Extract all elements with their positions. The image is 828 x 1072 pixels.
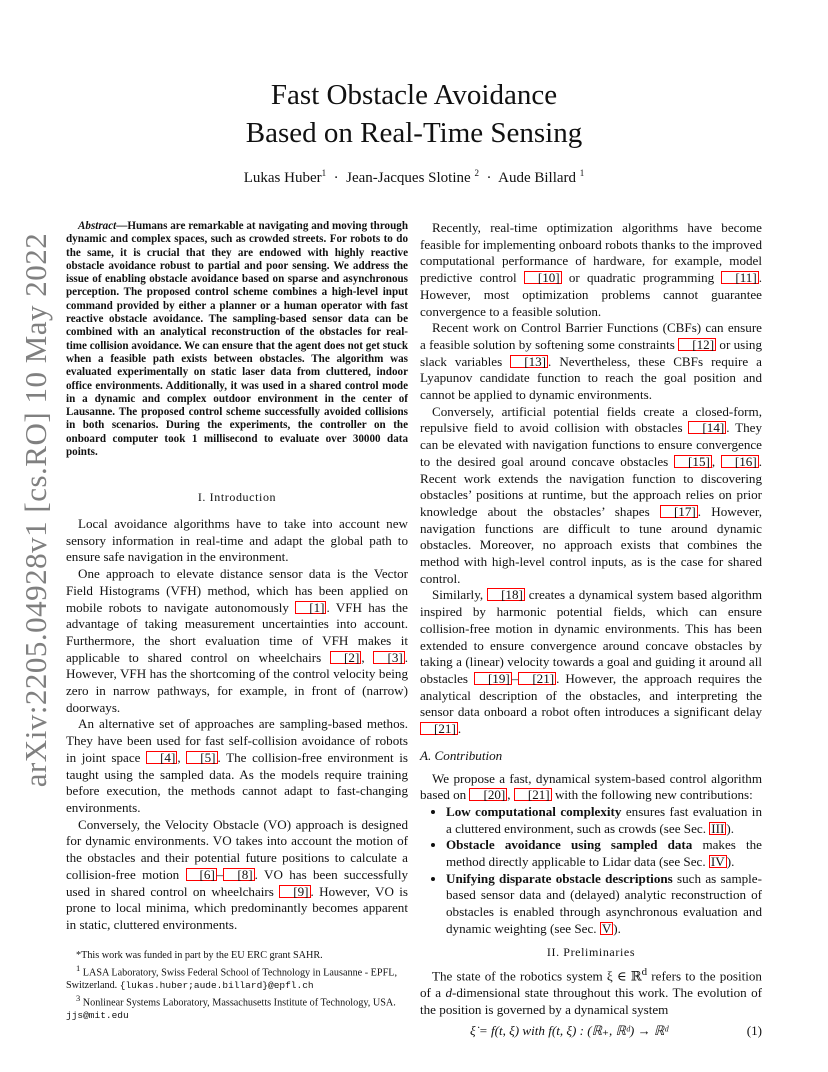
- paragraph: [420, 220, 762, 320]
- bullet-title: Unifying disparate obstacle descriptions: [446, 870, 673, 886]
- list-item: [446, 837, 762, 870]
- text: makes the method directly applicable to Lidar data (see Sec.: [446, 837, 762, 870]
- paragraph: [420, 587, 762, 737]
- footnote-affiliation-3: [66, 992, 408, 1022]
- abstract: [66, 220, 408, 459]
- author-affiliation: 1: [579, 168, 585, 178]
- list-item: [446, 804, 762, 837]
- author-name: Jean-Jacques Slotine: [346, 170, 471, 186]
- text: ,: [507, 787, 514, 803]
- citation-link[interactable]: [8]: [223, 868, 254, 881]
- email-link[interactable]: jjs@mit.edu: [66, 1009, 129, 1021]
- section-heading-introduction: I. Introduction: [197, 490, 277, 505]
- section-link[interactable]: V: [601, 920, 612, 936]
- footnote-marker: 1: [76, 963, 81, 974]
- paragraph: [420, 404, 762, 588]
- equation-number: (1): [746, 1022, 762, 1038]
- citation-link[interactable]: [4]: [146, 751, 177, 764]
- paragraph: [420, 320, 762, 404]
- text: An alternative set of approaches are sampling-based methos. They have been used for fast self-collision avoidance of robots in joint space: [66, 716, 408, 765]
- text: . However, VO is prone to local minima, which predominantly becomes apparent in static, cluttered environments.: [66, 883, 408, 932]
- citation-link[interactable]: [18]: [487, 588, 525, 601]
- title-line-2: Based on Real-Time Sensing: [245, 117, 583, 149]
- equation: [420, 1023, 762, 1040]
- text: ensures fast evaluation in a cluttered environment, such as crowds (see Sec.: [446, 803, 762, 836]
- citation-link[interactable]: [6]: [186, 868, 217, 881]
- paper-title: [0, 76, 828, 152]
- abstract-label: Abstract: [78, 220, 117, 232]
- text: Recent work on Control Barrier Functions (CBFs) can ensure a feasible solution by softening some constraints: [420, 320, 762, 352]
- list-item: [446, 871, 762, 938]
- text: or using slack variables: [420, 336, 763, 369]
- text: LASA Laboratory, Swiss Federal School of Technology in Lausanne - EPFL, Switzerland.: [66, 967, 398, 991]
- text: ,: [177, 749, 187, 765]
- citation-link[interactable]: [19]: [474, 672, 512, 685]
- text: -dimensional state throughout this work. The evolution of the position is governed by a dynamical system: [420, 985, 762, 1017]
- footnote-funding: *This work was funded in part by the EU ERC grant SAHR.: [76, 950, 323, 961]
- citation-link[interactable]: [17]: [660, 505, 698, 518]
- footnote-marker: 3: [76, 993, 81, 1003]
- citation-link[interactable]: [3]: [373, 651, 404, 664]
- text: refers to the position of a: [420, 968, 762, 1001]
- section-link[interactable]: III: [711, 820, 725, 836]
- text: The state of the robotics system ξ ∈ ℝ: [432, 968, 642, 984]
- citation-link[interactable]: [2]: [330, 651, 361, 664]
- paragraph: [420, 964, 762, 1018]
- text: One approach to elevate distance sensor data is the Vector Field Histograms (VFH) method, which has been applied on mobile robots to navigate autonomously: [66, 566, 408, 615]
- text: . Recent work extends the navigation function to discovering obstacles’ positions at runtime, but the approach relies on prior knowledge about the obstacles’ shapes: [420, 453, 762, 519]
- text: or quadratic programming: [561, 270, 722, 286]
- title-line-1: Fast Obstacle Avoidance: [270, 79, 558, 111]
- subsection-heading-contribution: A. Contribution: [420, 747, 503, 763]
- footnote-affiliation-1: [66, 962, 408, 992]
- text: ,: [711, 453, 721, 469]
- citation-link[interactable]: [20]: [469, 788, 507, 801]
- text: with the following new contributions:: [551, 787, 753, 803]
- citation-link[interactable]: [1]: [295, 601, 326, 614]
- text: We propose a fast, dynamical system-based control algorithm based on: [420, 770, 762, 803]
- citation-link[interactable]: [12]: [678, 338, 716, 351]
- citation-link[interactable]: [10]: [524, 271, 562, 284]
- text: –: [511, 670, 519, 686]
- paragraph: [66, 716, 408, 816]
- text: . They can be elevated with navigation functions to ensure convergence to the desired goal around concave obstacles: [420, 420, 762, 469]
- text: . However, VFH has the shortcoming of the control velocity being zero in narrow pathways, for example, in front of (narrow) doorways.: [66, 649, 409, 715]
- bullet-title: Obstacle avoidance using sampled data: [446, 837, 693, 853]
- text: . However, navigation functions are difficult to tune around dynamic obstacles. Moreover, no approach exists that combines the method with high-level control inputs, as is the case for shared control.: [420, 503, 762, 586]
- author-list: Lukas Huber$^1$ · Jean-Jacques Slotine $^2$ · Aude Billard $^1$: [243, 168, 585, 186]
- author-affiliation: 2: [474, 168, 479, 178]
- left-column: [66, 220, 408, 934]
- text: .: [457, 721, 462, 737]
- text: . VO has been successfully used in shared control on wheelchairs: [66, 866, 408, 899]
- footnotes: [66, 950, 408, 1022]
- paragraph: [420, 771, 762, 804]
- author-name: Aude Billard: [498, 170, 577, 186]
- paragraph: [66, 817, 408, 934]
- citation-link[interactable]: [21]: [518, 672, 556, 685]
- text: Recently, real-time optimization algorithms have become feasible for implementing onboard robots thanks to the improved computational performance of hardware, for example, model predictive control: [420, 220, 762, 286]
- text: creates a dynamical system based algorithm inspired by harmonic potential fields, which can ensure collision-free motion in dynamic environments. This has been extended to ensure convergence around concave obstacles by taking a (linear) velocity towards a goal and guiding it around all obstacles: [420, 587, 762, 686]
- text: Local avoidance algorithms have to take into account new sensory information in real-time and adapt the global path to ensure safe navigation in the environment.: [66, 516, 408, 565]
- citation-link[interactable]: [15]: [674, 455, 712, 468]
- paragraph: [66, 566, 408, 716]
- equation-body: ξ̇ = f(t, ξ) with f(t, ξ) : (ℝ₊, ℝᵈ) → ℝᵈ: [470, 1022, 669, 1038]
- right-column: [420, 220, 762, 1039]
- text: . Nevertheless, these CBFs require a Lyapunov candidate function to reach the goal position and cannot be applied to dynamic environments.: [420, 353, 762, 403]
- text: ).: [726, 820, 734, 836]
- citation-link[interactable]: [13]: [510, 355, 548, 368]
- text: ).: [726, 854, 735, 870]
- section-heading-preliminaries: II. Preliminaries: [546, 944, 636, 959]
- text: . VFH has the advantage of taking measurement uncertainties into account. Furthermore, the short evaluation time of VFH makes it applicable to shared control on wheelchairs: [66, 599, 408, 665]
- arxiv-watermark: [16, 232, 56, 788]
- text: . However, the approach requires the analytical description of the obstacles, and interpreting the sensor data onboard a robot often introduces a significant delay: [420, 670, 762, 720]
- citation-link[interactable]: [21]: [514, 788, 552, 801]
- superscript: d: [641, 966, 648, 979]
- text: such as sample-based sensor data and (delayed) analytic reconstruction of obstacles is enabled through asynchronous evaluation and dynamic weighting (see Sec.: [446, 870, 762, 936]
- author-name: Lukas Huber: [243, 170, 322, 186]
- contribution-list: [420, 804, 762, 938]
- text: . The collision-free environment is taught using the sampled data. As the models require training before execution, the methods cannot adapt to fast-changing environments.: [66, 749, 408, 815]
- text: –: [216, 866, 224, 882]
- author-affiliation: 1: [321, 168, 327, 178]
- paragraph: [66, 516, 408, 566]
- text: . However, most optimization problems cannot guarantee convergence to a feasible solution.: [420, 270, 762, 319]
- citation-link[interactable]: [9]: [279, 885, 310, 898]
- text: ,: [361, 649, 374, 665]
- citation-link[interactable]: [11]: [721, 271, 758, 284]
- email-link[interactable]: {lukas.huber;aude.billard}@epfl.ch: [119, 979, 314, 991]
- citation-link[interactable]: [14]: [688, 421, 726, 434]
- arxiv-id: arXiv:2205.04928v1 [cs.RO] 10 May 2022: [18, 232, 53, 788]
- text: Similarly,: [432, 587, 488, 603]
- text: ).: [613, 920, 621, 936]
- text: Nonlinear Systems Laboratory, Massachusetts Institute of Technology, USA.: [80, 997, 396, 1009]
- citation-link[interactable]: [5]: [186, 751, 217, 764]
- citation-link[interactable]: [21]: [420, 722, 458, 735]
- text: Conversely, the Velocity Obstacle (VO) approach is designed for dynamic environments. VO takes into account the motion of the obstacles and their potential future positions to calculate a collision-free motion: [66, 816, 408, 882]
- math-variable: d: [445, 985, 453, 1001]
- section-link[interactable]: IV: [710, 854, 725, 870]
- text: Conversely, artificial potential fields create a closed-form, repulsive field to avoid collision with obstacles: [420, 403, 762, 436]
- abstract-text: —Humans are remarkable at navigating and moving through dynamic and complex spaces, such as crowded streets. For robots to do the same, it is crucial that they are endowed with highly reactive obstacle avoidance robust to partial and poor sensing. We address the issue of enabling obstacle avoidance based on sparse and asynchronous perception. The proposed control scheme combines a high-level input command provided by either a planner or a human operator with fast reactive obstacle avoidance. The sampling-based sensor data can be combined with an analytical reconstruction of the obstacles for real-time collision avoidance. We can ensure that the agent does not get stuck when a feasible path exists between obstacles. The algorithm was evaluated experimentally on static laser data from cluttered, indoor office environments. Additionally, it was used in a shared control mode in a dynamic and complex outdoor environment in the center of Lausanne. The proposed control scheme successfully avoided collisions in both scenarios. During the experiments, the controller on the onboard computer took 1 millisecond to evaluate over 30000 data points.: [66, 220, 408, 459]
- bullet-title: Low computational complexity: [446, 803, 622, 819]
- citation-link[interactable]: [16]: [721, 455, 759, 468]
